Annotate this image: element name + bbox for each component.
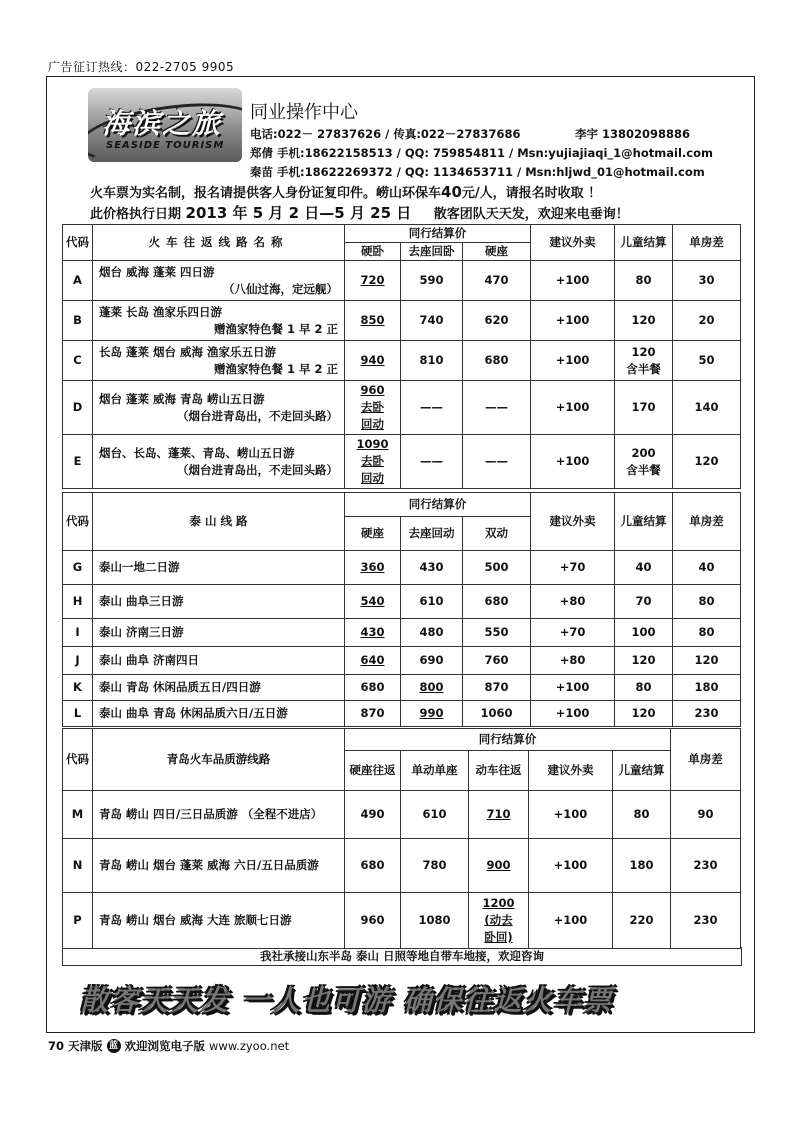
route-name-line2: （烟台进青岛出，不走回头路） — [177, 462, 338, 477]
table-row — [63, 839, 741, 893]
notice-line2-a: 此价格执行日期 — [90, 207, 182, 222]
contact-zheng-qian: 郑倩 手机:18622158513 / QQ: 759854811 / Msn:yujiajiaqi_1@hotmail.com — [250, 146, 713, 160]
price-seat-sleeper: 810 — [401, 341, 463, 381]
price-child: 170 — [615, 381, 673, 435]
price-seat: —— — [463, 381, 531, 435]
price-single: 230 — [671, 893, 741, 949]
route-name — [93, 435, 345, 489]
price-seat-sleeper: 590 — [401, 261, 463, 301]
route-name: 泰山一地二日游 — [93, 551, 345, 585]
price-single: 120 — [673, 435, 741, 489]
price-seat-emu: 430 — [401, 551, 463, 585]
table-row — [63, 701, 741, 727]
page-footer — [48, 1038, 289, 1054]
seaside-tourism-logo — [88, 88, 242, 162]
table-row — [63, 675, 741, 701]
s2-header-child: 儿童结算 — [615, 493, 673, 551]
price-single: 90 — [671, 791, 741, 839]
route-name: 青岛 崂山 四日/三日品质游 （全程不进店） — [93, 791, 345, 839]
price-single: 230 — [671, 839, 741, 893]
table-row — [63, 435, 741, 489]
s1-header-name: 火车往返线路名称 — [93, 225, 345, 261]
route-code: L — [63, 701, 93, 727]
price-suggest: +100 — [531, 301, 615, 341]
route-code: M — [63, 791, 93, 839]
route-code: B — [63, 301, 93, 341]
contact-li-yu: 李宇 13802098886 — [575, 127, 691, 141]
s3-header-peer: 同行结算价 — [345, 729, 671, 751]
route-code: C — [63, 341, 93, 381]
price-single: 50 — [673, 341, 741, 381]
price-seat: 680 — [463, 341, 531, 381]
price-seat-emu: 800 — [401, 675, 463, 701]
price-child: 180 — [613, 839, 671, 893]
price-sleeper: 960 去卧 回动 — [345, 381, 401, 435]
notice-line2-dates: 2013 年 5 月 2 日—5 月 25 日 — [185, 204, 412, 222]
price-suggest: +70 — [531, 551, 615, 585]
notice-line1-price: 40 — [441, 183, 462, 201]
route-code: E — [63, 435, 93, 489]
route-table-3 — [62, 728, 741, 949]
price-single: 120 — [673, 647, 741, 675]
route-name — [93, 301, 345, 341]
s1-header-sub1: 硬卧 — [345, 243, 401, 261]
route-name: 泰山 曲阜 青岛 休闲品质六日/五日游 — [93, 701, 345, 727]
edition-label: 天津版 — [68, 1039, 103, 1053]
route-name: 泰山 曲阜 济南四日 — [93, 647, 345, 675]
route-name-line2: 赠渔家特色餐 1 早 2 正 — [213, 361, 338, 376]
s2-header-code: 代码 — [63, 493, 93, 551]
table-row — [63, 647, 741, 675]
s1-header-single: 单房差 — [673, 225, 741, 261]
contact-qin-miao: 秦苗 手机:18622269372 / QQ: 1134653711 / Msn:hljwd_01@hotmail.com — [250, 165, 705, 179]
route-code: H — [63, 585, 93, 619]
notice-line-2 — [90, 202, 629, 223]
s2-header-sub1: 硬座 — [345, 517, 401, 551]
s2-header-sub2: 去座回动 — [401, 517, 463, 551]
price-seat-emu: 480 — [401, 619, 463, 647]
s1-header-code: 代码 — [63, 225, 93, 261]
price-emu: 550 — [463, 619, 531, 647]
edition-badge-icon: 蓝 — [107, 1039, 121, 1053]
s1-header-sub2: 去座回卧 — [401, 243, 463, 261]
route-name: 青岛 崂山 烟台 威海 大连 旅顺七日游 — [93, 893, 345, 949]
route-name-line2: （八仙过海，定远舰） — [223, 281, 338, 296]
price-single: 40 — [673, 551, 741, 585]
table-row — [63, 791, 741, 839]
price-child: 120 — [615, 647, 673, 675]
table-row — [63, 301, 741, 341]
table-footer-note: 我社承接山东半岛 泰山 日照等地自带车地接，欢迎咨询 — [62, 947, 742, 966]
price-single: 140 — [673, 381, 741, 435]
price-seat-rt: 490 — [345, 791, 401, 839]
price-child: 40 — [615, 551, 673, 585]
price-seat-rt: 680 — [345, 839, 401, 893]
logo-en-text: SEASIDE TOURISM — [106, 140, 225, 151]
price-suggest: +100 — [531, 701, 615, 727]
price-suggest: +100 — [531, 261, 615, 301]
price-child: 70 — [615, 585, 673, 619]
s3-header-sub3: 动车往返 — [469, 751, 529, 791]
price-emu-rt: 900 — [469, 839, 529, 893]
price-seat: 470 — [463, 261, 531, 301]
price-suggest: +100 — [529, 893, 613, 949]
price-child: 120 — [615, 301, 673, 341]
s1-header-child: 儿童结算 — [615, 225, 673, 261]
route-name-line2: 赠渔家特色餐 1 早 2 正 — [213, 321, 338, 336]
slogan-banner: 散客天天发 一人也可游 确保往返火车票 — [80, 984, 614, 1017]
s3-header-sub2: 单动单座 — [401, 751, 469, 791]
table-row — [63, 261, 741, 301]
welcome-label: 欢迎浏览电子版 — [124, 1039, 206, 1053]
s1-header-suggest: 建议外卖 — [531, 225, 615, 261]
route-name: 青岛 崂山 烟台 蓬莱 威海 六日/五日品质游 — [93, 839, 345, 893]
price-suggest: +100 — [531, 675, 615, 701]
price-seat-sleeper: —— — [401, 381, 463, 435]
price-child: 80 — [613, 791, 671, 839]
price-emu: 500 — [463, 551, 531, 585]
price-child: 80 — [615, 675, 673, 701]
price-emu-rt: 1200 (动去 卧回) — [469, 893, 529, 949]
price-sleeper: 850 — [345, 301, 401, 341]
table-row — [63, 381, 741, 435]
price-suggest: +100 — [529, 791, 613, 839]
route-code: N — [63, 839, 93, 893]
price-single: 30 — [673, 261, 741, 301]
price-single: 20 — [673, 301, 741, 341]
route-name-line1: 烟台 蓬莱 威海 青岛 崂山五日游 — [99, 391, 265, 406]
route-table-2 — [62, 492, 741, 727]
price-single: 180 — [673, 675, 741, 701]
contact-phone-fax: 电话:022－ 27837626 / 传真:022－27837686 — [250, 127, 521, 141]
price-emu-rt: 710 — [469, 791, 529, 839]
price-suggest: +100 — [529, 839, 613, 893]
price-emu: 1060 — [463, 701, 531, 727]
table-row — [63, 585, 741, 619]
s2-header-suggest: 建议外卖 — [531, 493, 615, 551]
table-row — [63, 893, 741, 949]
price-seat: 540 — [345, 585, 401, 619]
route-code: G — [63, 551, 93, 585]
price-single: 230 — [673, 701, 741, 727]
notice-line-1 — [90, 182, 601, 201]
route-name: 泰山 济南三日游 — [93, 619, 345, 647]
s3-header-name: 青岛火车品质游线路 — [93, 729, 345, 791]
price-seat: 640 — [345, 647, 401, 675]
s3-header-code: 代码 — [63, 729, 93, 791]
route-code: A — [63, 261, 93, 301]
price-seat: —— — [463, 435, 531, 489]
price-single: 80 — [673, 619, 741, 647]
ad-hotline: 广告征订热线：022-2705 9905 — [48, 60, 235, 74]
price-seat-emu: 690 — [401, 647, 463, 675]
price-single: 80 — [673, 585, 741, 619]
price-child: 120 含半餐 — [615, 341, 673, 381]
route-code: J — [63, 647, 93, 675]
route-name — [93, 381, 345, 435]
price-seat-sleeper: 740 — [401, 301, 463, 341]
notice-line1-a: 火车票为实名制，报名请提供客人身份证复印件。崂山环保车 — [90, 186, 442, 201]
route-code: I — [63, 619, 93, 647]
price-child: 220 — [613, 893, 671, 949]
route-code: K — [63, 675, 93, 701]
route-name-line2: （烟台进青岛出，不走回头路） — [177, 408, 338, 423]
price-seat: 620 — [463, 301, 531, 341]
price-emu: 760 — [463, 647, 531, 675]
price-emu: 870 — [463, 675, 531, 701]
route-name — [93, 261, 345, 301]
route-name-line1: 烟台 威海 蓬莱 四日游 — [99, 264, 215, 279]
s3-header-child: 儿童结算 — [613, 751, 671, 791]
price-seat: 430 — [345, 619, 401, 647]
price-child: 100 — [615, 619, 673, 647]
price-single-emu: 610 — [401, 791, 469, 839]
route-name: 泰山 曲阜三日游 — [93, 585, 345, 619]
price-single-emu: 1080 — [401, 893, 469, 949]
route-name: 泰山 青岛 休闲品质五日/四日游 — [93, 675, 345, 701]
price-sleeper: 720 — [345, 261, 401, 301]
s2-header-name: 泰 山 线 路 — [93, 493, 345, 551]
s2-header-peer: 同行结算价 — [345, 493, 531, 517]
s1-header-peer: 同行结算价 — [345, 225, 531, 243]
notice-line1-b: 元/人，请报名时收取 ！ — [461, 186, 602, 201]
website-url: www.zyoo.net — [209, 1039, 290, 1053]
s3-header-single: 单房差 — [671, 729, 741, 791]
price-single-emu: 780 — [401, 839, 469, 893]
price-seat: 360 — [345, 551, 401, 585]
s3-header-suggest: 建议外卖 — [529, 751, 613, 791]
s2-header-single: 单房差 — [673, 493, 741, 551]
price-seat-sleeper: —— — [401, 435, 463, 489]
price-sleeper: 940 — [345, 341, 401, 381]
price-child: 80 — [615, 261, 673, 301]
price-suggest: +80 — [531, 585, 615, 619]
price-suggest: +70 — [531, 619, 615, 647]
price-seat: 870 — [345, 701, 401, 727]
price-suggest: +100 — [531, 435, 615, 489]
route-name-line1: 烟台、长岛、蓬莱、青岛、崂山五日游 — [99, 445, 295, 460]
route-name — [93, 341, 345, 381]
price-suggest: +80 — [531, 647, 615, 675]
route-table-1 — [62, 224, 741, 489]
price-child: 120 — [615, 701, 673, 727]
route-name-line1: 蓬莱 长岛 渔家乐四日游 — [99, 304, 223, 319]
s3-header-sub1: 硬座往返 — [345, 751, 401, 791]
price-seat-emu: 990 — [401, 701, 463, 727]
s2-header-sub3: 双动 — [463, 517, 531, 551]
table-row — [63, 619, 741, 647]
price-emu: 680 — [463, 585, 531, 619]
route-name-line1: 长岛 蓬莱 烟台 威海 渔家乐五日游 — [99, 344, 277, 359]
route-code: P — [63, 893, 93, 949]
price-seat: 680 — [345, 675, 401, 701]
s1-header-sub3: 硬座 — [463, 243, 531, 261]
center-title: 同业操作中心 — [250, 102, 358, 123]
price-seat-emu: 610 — [401, 585, 463, 619]
table-row — [63, 341, 741, 381]
price-suggest: +100 — [531, 381, 615, 435]
price-child: 200 含半餐 — [615, 435, 673, 489]
route-code: D — [63, 381, 93, 435]
table-row — [63, 551, 741, 585]
notice-line2-b: 散客团队天天发，欢迎来电垂询！ — [433, 207, 629, 222]
price-seat-rt: 960 — [345, 893, 401, 949]
page-number: 70 — [48, 1039, 65, 1053]
logo-cn-text: 海滨之旅 — [102, 107, 223, 140]
price-sleeper: 1090 去卧 回动 — [345, 435, 401, 489]
price-suggest: +100 — [531, 341, 615, 381]
